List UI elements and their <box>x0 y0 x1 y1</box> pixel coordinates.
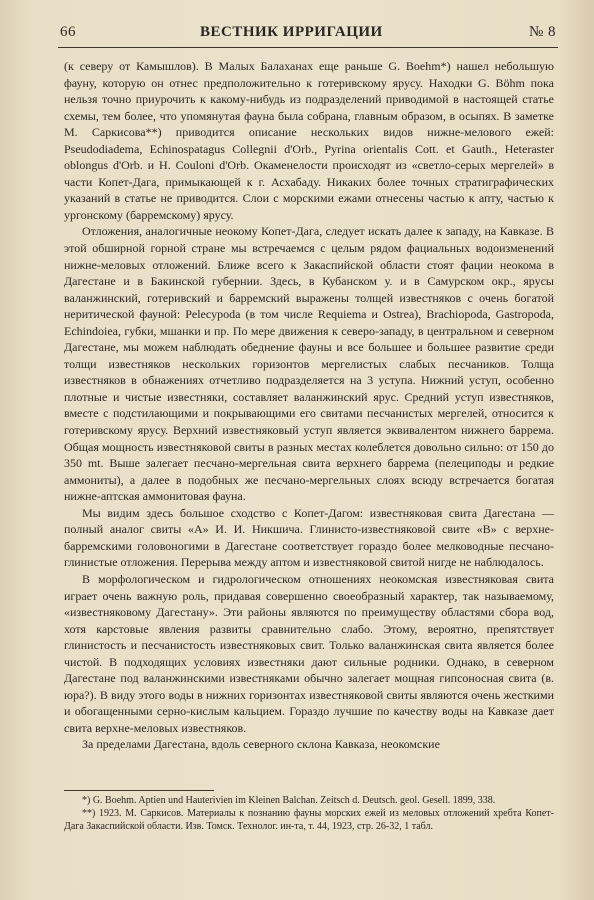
header-rule <box>58 47 558 48</box>
article-body <box>64 58 554 753</box>
running-header <box>60 24 556 48</box>
page-number: 66 <box>60 24 76 40</box>
paragraph-5: За пределами Дагестана, вдоль северного склона Кавказа, неокомские <box>82 737 440 752</box>
footnote-1: *) G. Boehm. Aptien und Hauterivien im Kleinen Balchan. Zeitsch d. Deutsch. geol. Gesell. 1899, 338. <box>82 795 496 806</box>
footnote-2: **) 1923. М. Саркисов. Материалы к познанию фауны морских ежей из меловых отложений хребта Копет-Дага Закаспийской области. Изв. Томск. Технолог. ин-та, т. 44, 1923, стр. 26-32, 1 табл. <box>64 808 554 832</box>
paragraph-2: Отложения, аналогичные неокому Копет-Дага, следует искать далее к западу, на Кавказе. В этой обширной горной стране мы встречаемся с целым рядом фациальных водоизменений нижне-меловых отложений. Ближе всего к Закаспийской области стоят фации неокома в Дагестане и в Бакинской губернии. Здесь, в Кубанском у. и в Самурском окр., ярусы валанжинский, готеривский и барремский выражены толщей известняков с очень богатой неритической фауной: Pelecypoda (в том числе Requiema и Ostrea), Brachiopoda, Gastropoda, Echindoiea, губки, мшанки и пр. По мере движения к северо-западу, в центральном и северном Дагестане, мы можем наблюдать обеднение фауны и все большее и большее развитие среди толщи известняков нескольких горизонтов мергелистых слабых песчаников. Толща известняков в обнажениях отчетливо подразделяется на 3 уступа. Нижний уступ, особенно плотные и чистые известняки, составляет валанжинский ярус. Средний уступ известняков, вместе с подстилающими и покрывающими его свитами песчанистых мергелей, относится к готеривскому ярусу. Верхний известняковый уступ является эквивалентом нижнего баррема. Общая мощность известняковой свиты в разных местах колеблется довольно сильно: от 150 до 350 mt. Выше залегает песчано-мергельная свита верхнего баррема (пелециподы и редкие аммониты), а далее в подобных же песчано-мергельных слоях всюду встречается богатая нижне-аптская аммонитовая фауна. <box>64 224 554 504</box>
issue-number: № 8 <box>528 24 556 40</box>
paragraph-3: Мы видим здесь большое сходство с Копет-Дагом: известняковая свита Дагестана — полный аналог свиты «А» И. И. Никшича. Глинисто-известняковой свите «В» с верхне-барремскими головоногими в Дагестане соответствует гораздо более мелководные песчано-глинистые отложения. Перерыва между аптом и известняковой свитой нигде не наблюдалось. <box>64 505 554 570</box>
journal-title: ВЕСТНИК ИРРИГАЦИИ <box>200 24 383 40</box>
paragraph-4: В морфологическом и гидрологическом отношениях неокомская известняковая свита играет очень важную роль, придавая совершенно своеобразный характер, так называемому, «известняковому Дагестану». Эти районы являются по преимуществу областями сбора вод, хотя карстовые явления развиты сравнительно слабо. Этому, вероятно, препятствует глинистость и песчанистость известняковых свит. Только валанжинская свита является более чистой. В подходящих условиях известняки дают сильные родники. Однако, в северном Дагестане под валанжинскими известняками обычно залегает мощная гипсоносная свита (в. юра?). В виду этого воды в нижних горизонтах известняковой свиты являются очень жесткими и обогащенными серно-кислым кальцием. Гораздо лучшие по качеству воды на Кавказе дает свита верхне-меловых известняков. <box>64 571 554 735</box>
footnote-rule <box>64 790 214 791</box>
paragraph-1: (к северу от Камышлов). В Малых Балаханах еще раньше G. Boehm*) нашел небольшую фауну, которую он отнес предположительно к готеривскому ярусу. Находки G. Böhm пока нельзя точно приурочить к какому-нибудь из подразделений приводимой в настоящей статье схемы, тем более, что упомянутая фауна была собрана, главным образом, в осыпях. В заметке М. Саркисова**) приводится описание нескольких видов нижне-мелового ежей: Pseudodiadema, Echinospatagus Collegnii d'Orb., Pyrina orientalis Cott. et Gauth., Heteraster oblongus d'Orb. и H. Couloni d'Orb. Окаменелости происходят из «светло-серых мергелей» в части Копет-Дага, примыкающей к г. Асхабаду. Никаких более точных стратиграфических указаний в статье не приводится. Слои с морскими ежами отнесены частью к апту, частью к ургонскому (барремскому) ярусу. <box>64 59 554 222</box>
footnotes <box>64 790 554 833</box>
